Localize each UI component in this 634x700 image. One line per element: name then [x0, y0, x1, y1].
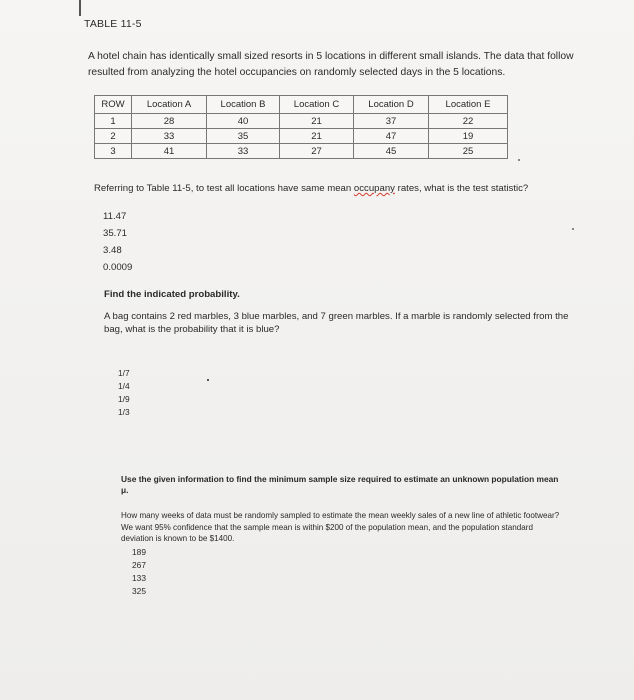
answer-option[interactable]: 189 — [132, 547, 146, 557]
table-cell: 33 — [132, 129, 207, 144]
table-cell: 27 — [280, 144, 354, 159]
table-header-cell: Location E — [429, 96, 508, 114]
table-header-cell: Location D — [354, 96, 429, 114]
question-2-heading: Find the indicated probability. — [104, 289, 240, 300]
intro-paragraph: A hotel chain has identically small sized resorts in 5 locations in different small islands. The data that follow resulted from analyzing the hotel occupancies on randomly selected days in the 5 locations. — [88, 51, 574, 78]
table-row — [95, 129, 508, 144]
table-header-cell: Location C — [280, 96, 354, 114]
table-row — [95, 144, 508, 159]
answer-option[interactable]: 267 — [132, 560, 146, 570]
question-1-text — [94, 183, 564, 195]
answer-option[interactable]: 133 — [132, 573, 146, 583]
answer-option[interactable]: 0.0009 — [103, 262, 133, 273]
table-cell: 25 — [429, 144, 508, 159]
spellcheck-flagged-word: occupany — [353, 183, 395, 194]
question-1-text-end: rates, what is the test statistic? — [394, 183, 529, 194]
table-cell: 19 — [429, 129, 508, 144]
question-1-options — [103, 208, 132, 276]
table-cell: 1 — [95, 114, 132, 129]
occupancy-table — [94, 95, 508, 159]
table-row — [95, 114, 508, 129]
table-cell: 47 — [354, 129, 429, 144]
answer-option[interactable]: 1/3 — [118, 407, 130, 417]
table-header-row — [95, 96, 508, 114]
answer-option[interactable]: 3.48 — [103, 245, 122, 256]
table-cell: 41 — [132, 144, 207, 159]
table-cell: 21 — [280, 129, 354, 144]
table-header-cell: ROW — [95, 96, 132, 114]
table-title: TABLE 11-5 — [84, 18, 142, 30]
table-cell: 2 — [95, 129, 132, 144]
answer-option[interactable]: 1/9 — [118, 394, 130, 404]
answer-option[interactable]: 1/4 — [118, 381, 130, 391]
answer-option[interactable]: 11.47 — [103, 211, 127, 222]
table-cell: 33 — [207, 144, 280, 159]
table-cell: 35 — [207, 129, 280, 144]
question-1-text-start: Referring to Table 11-5, to test all locations have same mean — [94, 183, 354, 194]
answer-option[interactable]: 325 — [132, 586, 146, 596]
stray-dot — [518, 159, 520, 161]
question-2-text: A bag contains 2 red marbles, 3 blue marbles, and 7 green marbles. If a marble is randomly selected from the bag, what is the probability that it is blue? — [104, 311, 569, 335]
answer-option[interactable]: 1/7 — [118, 368, 130, 378]
table-cell: 45 — [354, 144, 429, 159]
table-cell: 40 — [207, 114, 280, 129]
question-3-text: How many weeks of data must be randomly sampled to estimate the mean weekly sales of a new line of athletic footwear? We want 95% confidence that the sample mean is within $200 of the population mean, and the population standard deviation is known to be $1400. — [121, 511, 560, 543]
question-3-options — [132, 546, 146, 598]
stray-dot — [207, 379, 209, 381]
table-cell: 22 — [429, 114, 508, 129]
answer-option[interactable]: 35.71 — [103, 228, 128, 239]
table-cell: 28 — [132, 114, 207, 129]
page-edge-mark — [79, 0, 81, 16]
table-header-cell: Location A — [132, 96, 207, 114]
table-header-cell: Location B — [207, 96, 280, 114]
question-3-heading: Use the given information to find the minimum sample size required to estimate an unknown population mean μ. — [121, 474, 559, 495]
table-cell: 37 — [354, 114, 429, 129]
table-cell: 21 — [280, 114, 354, 129]
stray-dot — [572, 228, 574, 230]
table-cell: 3 — [95, 144, 132, 159]
question-2-options — [118, 367, 130, 419]
